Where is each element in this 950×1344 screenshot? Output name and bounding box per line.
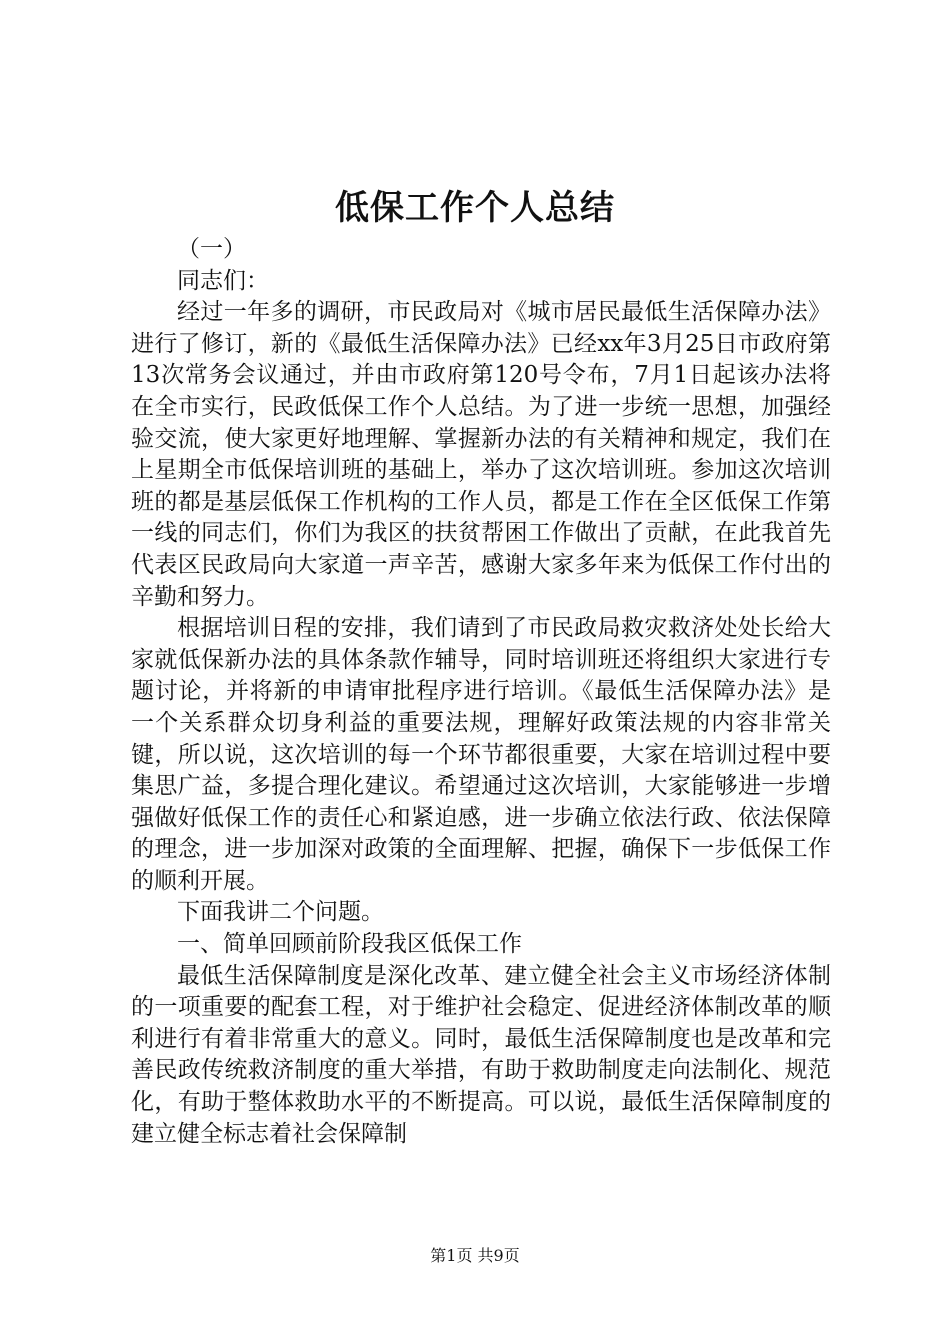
page-footer: 第1页 共9页 [430, 1246, 520, 1265]
section-heading: 一、简单回顾前阶段我区低保工作 [177, 931, 522, 958]
paragraph-system-overview: 最低生活保障制度是深化改革、建立健全社会主义市场经济体制的一项重要的配套工程，对于维护社会稳定、促进经济体制改革的顺利进行有着非常重大的意义。同时，最低生活保障制度也是改革和完善民政传统救济制度的重大举措，有助于救助制度走向法制化、规范化，有助于整体救助水平的不断提高。可以说，最低生活保障制度的建立健全标志着社会保障制 [131, 962, 831, 1147]
document-body [131, 234, 831, 1150]
paragraph-topics-intro: 下面我讲二个问题。 [177, 899, 384, 926]
paragraph-introduction: 经过一年多的调研，市民政局对《城市居民最低生活保障办法》进行了修订，新的《最低生活保障办法》已经xx年3月25日市政府第13次常务会议通过，并由市政府第120号令布，7月1日起该办法将在全市实行，民政低保工作个人总结。为了进一步统一思想，加强经验交流，使大家更好地理解、掌握新办法的有关精神和规定，我们在上星期全市低保培训班的基础上，举办了这次培训班。参加这次培训班的都是基层低保工作机构的工作人员，都是工作在全区低保工作第一线的同志们，你们为我区的扶贫帮困工作做出了贡献，在此我首先代表区民政局向大家道一声辛苦，感谢大家多年来为低保工作付出的辛勤和努力。 [131, 299, 831, 610]
document-title: 低保工作个人总结 [335, 188, 615, 228]
paragraph-training-arrangement: 根据培训日程的安排，我们请到了市民政局救灾救济处处长给大家就低保新办法的具体条款作辅导，同时培训班还将组织大家进行专题讨论，并将新的申请审批程序进行培训。《最低生活保障办法》是一个关系群众切身利益的重要法规，理解好政策法规的内容非常关键，所以说，这次培训的每一个环节都很重要，大家在培训过程中要集思广益，多提合理化建议。希望通过这次培训，大家能够进一步增强做好低保工作的责任心和紧迫感，进一步确立依法行政、依法保障的理念，进一步加深对政策的全面理解、把握，确保下一步低保工作的顺利开展。 [131, 615, 831, 894]
paragraph-salutation: 同志们： [177, 267, 269, 294]
paragraph-section-number: （一） [177, 236, 246, 262]
